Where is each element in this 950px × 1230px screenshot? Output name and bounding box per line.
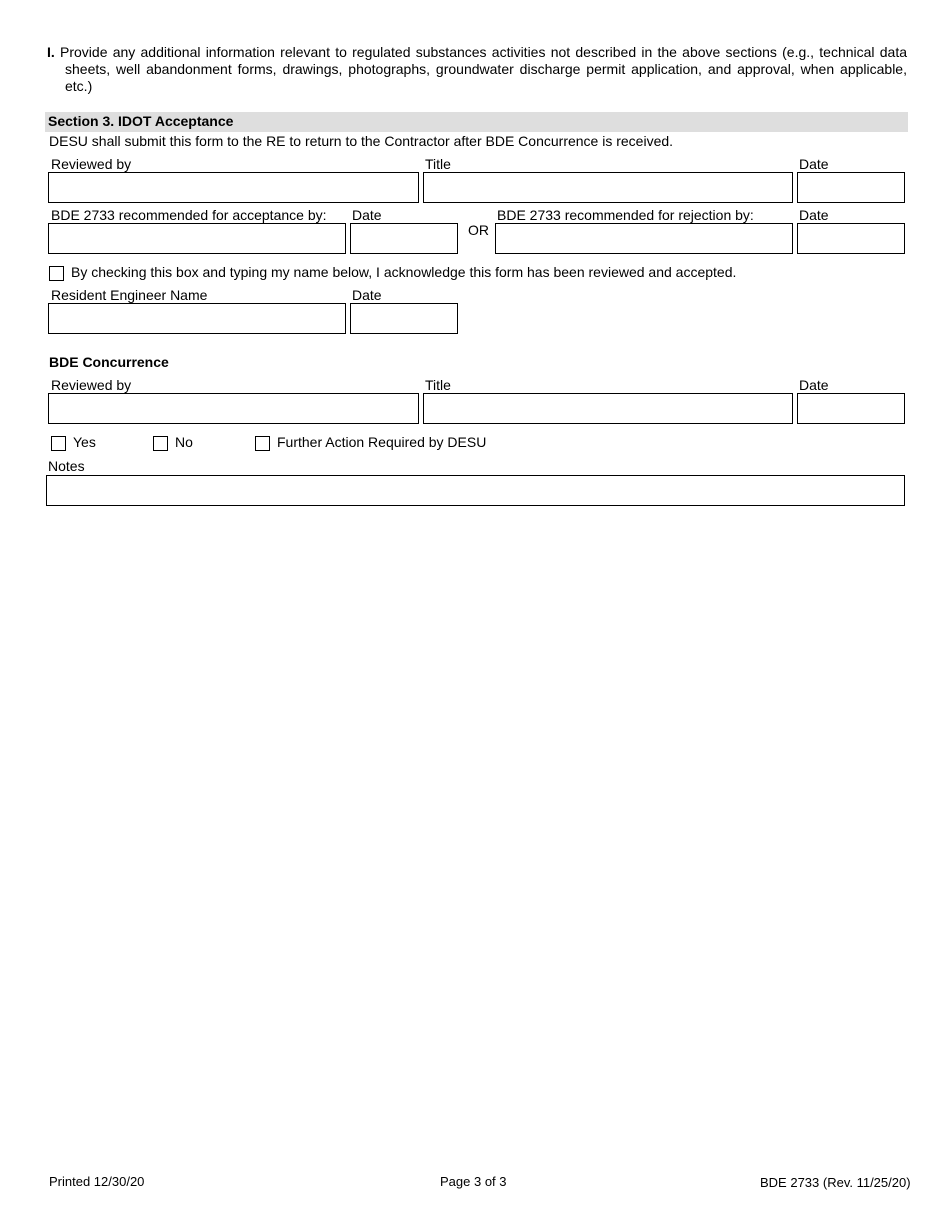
bde-reviewed-by-label: Reviewed by	[51, 377, 132, 393]
rejection-by-field[interactable]	[495, 223, 793, 254]
section-3-title: Section 3. IDOT Acceptance	[48, 113, 234, 129]
reviewed-by-field[interactable]	[48, 172, 419, 203]
rejection-date-field[interactable]	[797, 223, 905, 254]
title-field[interactable]	[423, 172, 793, 203]
yes-checkbox[interactable]	[51, 436, 66, 451]
acceptance-by-field[interactable]	[48, 223, 346, 254]
rejection-label: BDE 2733 recommended for rejection by:	[497, 207, 754, 223]
yes-label: Yes	[73, 434, 96, 450]
date-label: Date	[799, 156, 829, 172]
notes-label: Notes	[48, 458, 85, 474]
acceptance-date-label: Date	[352, 207, 382, 223]
no-label: No	[175, 434, 193, 450]
notes-field[interactable]	[46, 475, 905, 506]
item-i-text: Provide any additional information relevant to regulated substances activities not described in the above sections (e.g., technical data sheets, well abandonment forms, drawings, photographs, groundwater discharge permit application, and approval, when applicable, etc.)	[60, 44, 907, 94]
acceptance-label: BDE 2733 recommended for acceptance by:	[51, 207, 327, 223]
or-label: OR	[468, 222, 489, 238]
resident-engineer-name-field[interactable]	[48, 303, 346, 334]
bde-title-field[interactable]	[423, 393, 793, 424]
section-3-instruction: DESU shall submit this form to the RE to return to the Contractor after BDE Concurrence is received.	[49, 133, 674, 149]
item-i-marker: I.	[47, 44, 55, 60]
acknowledge-checkbox[interactable]	[49, 266, 64, 281]
bde-reviewed-by-field[interactable]	[48, 393, 419, 424]
rejection-date-label: Date	[799, 207, 829, 223]
item-i-paragraph	[47, 44, 907, 95]
acknowledge-label: By checking this box and typing my name below, I acknowledge this form has been reviewed and accepted.	[71, 264, 737, 280]
resident-engineer-date-field[interactable]	[350, 303, 458, 334]
footer-form-id: BDE 2733 (Rev. 11/25/20)	[760, 1175, 911, 1190]
resident-engineer-date-label: Date	[352, 287, 382, 303]
title-label: Title	[425, 156, 451, 172]
further-action-label: Further Action Required by DESU	[277, 434, 487, 450]
further-action-checkbox[interactable]	[255, 436, 270, 451]
footer-page-number: Page 3 of 3	[440, 1174, 507, 1189]
bde-date-field[interactable]	[797, 393, 905, 424]
bde-title-label: Title	[425, 377, 451, 393]
footer-printed-date: Printed 12/30/20	[49, 1174, 145, 1189]
bde-date-label: Date	[799, 377, 829, 393]
date-field[interactable]	[797, 172, 905, 203]
no-checkbox[interactable]	[153, 436, 168, 451]
bde-concurrence-heading: BDE Concurrence	[49, 354, 169, 370]
reviewed-by-label: Reviewed by	[51, 156, 132, 172]
resident-engineer-label: Resident Engineer Name	[51, 287, 208, 303]
acceptance-date-field[interactable]	[350, 223, 458, 254]
